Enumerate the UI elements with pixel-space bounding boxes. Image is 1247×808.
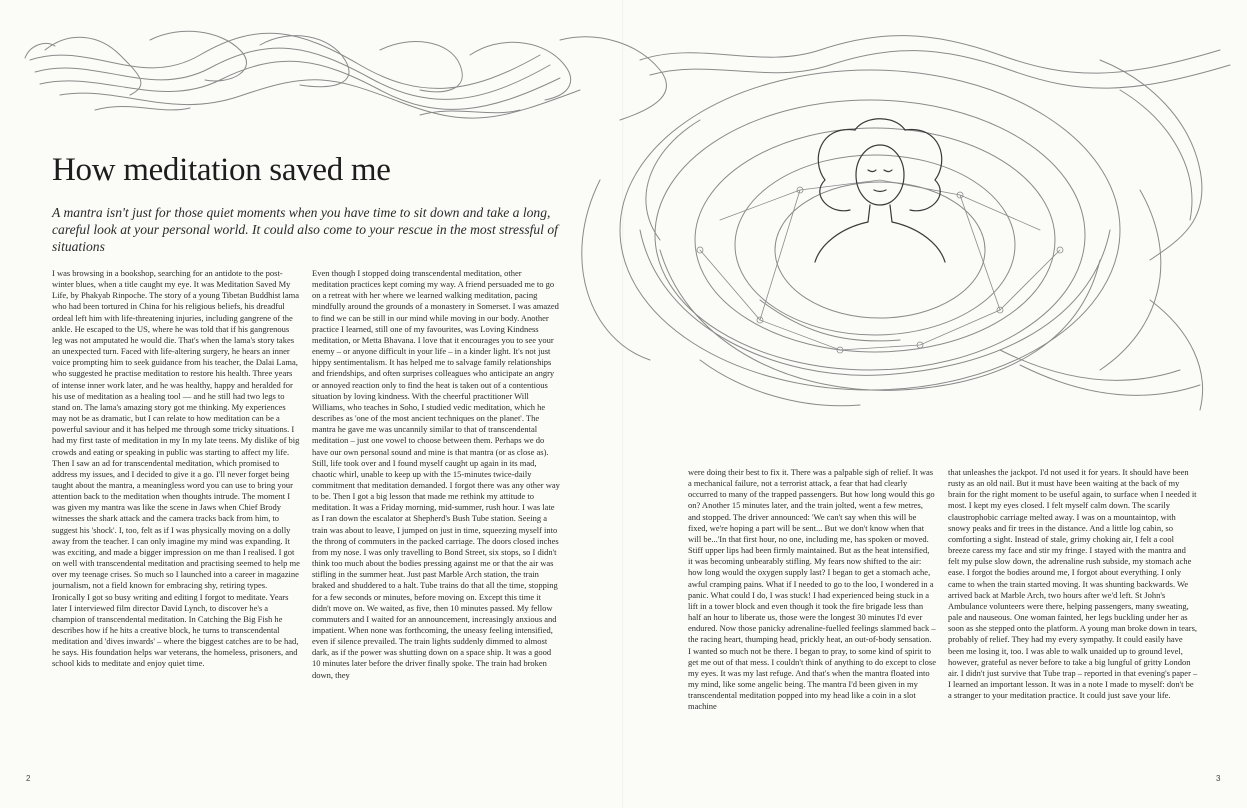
article-standfirst: A mantra isn't just for those quiet moments when you have time to sit down and take a long, careful look at your personal world. It could also come to your rescue in the most stressful of situations [52,205,558,254]
body-column-1: I was browsing in a bookshop, searching for an antidote to the post-winter blues, when a title caught my eye. It was Meditation Saved My Life, by Phakyab Rinpoche. The story of a young Tibetan Buddhist lama who had been tortured in China for his religious beliefs, his dreadful ordeal left him with life-threatening injuries, including gangrene of the ankle. He escaped to the US, where he was told that if his gangrenous leg was not amputated he would die. That's when the lama's story takes an unexpected turn. Faced with life-altering surgery, he hears an inner voice prompting him to seek guidance from his teacher, the Dalai Lama, who suggested he practise meditation to restore his health. Three years of intense inner work later, and he was healthy, happy and heralded for his use of meditation as a healing tool — and he still had two legs to stand on. The lama's amazing story got me thinking. My experiences may not be as dramatic, but I can relate to how meditation can be a powerful saviour and it has helped me through some tricky situations. I had my first taste of meditation in my In my late teens. My dislike of big crowds and eating or speaking in public was starting to affect my life. Then I saw an ad for transcendental meditation, which promised to address my issues, and I decided to give it a go. I'll never forget being taught about the mantra, a meaningless word you can use to bring your attention back to the meditation when thoughts intrude. The moment I was given my mantra was like the scene in Jaws when Chief Brody witnesses the shark attack and the camera tracks back from him, to suggest his 'shock'. I, too, felt as if I was physically moving on a dolly away from the teacher. I can only imagine my mind was expanding. It was exciting, and made a bigger impression on me than I realised. I got on well with transcendental meditation and practising seemed to help me over my teenage crises. So much so I launched into a career in magazine journalism, not a field known for embracing shy, retiring types. Ironically I got so busy writing and editing I forgot to meditate. Years later I interviewed film director David Lynch, to discover he's a champion of transcendental meditation. In Catching the Big Fish he describes how if he hits a creative block, he turns to transcendental meditation and 'dives inwards' – where the biggest catches are to be had, he says. His foundation helps war veterans, the homeless, prisoners, and school kids to meditate and enjoy quiet time. [52,268,300,669]
spine-gutter [622,0,624,808]
article-title: How meditation saved me [52,152,391,188]
page-number-left: 2 [26,774,31,783]
network-lines [697,180,1063,353]
page-number-right: 3 [1216,774,1221,783]
concentric-rings [582,70,1161,390]
body-column-2: Even though I stopped doing transcendental meditation, other meditation practices kept coming my way. A friend persuaded me to go on a retreat with her where we learned walking meditation, pacing mindfully around the grounds of a monastery in Somerset. I was amazed to find we can be still in our mind while moving in our body. Another practice I learned, still one of my favourites, was Loving Kindness meditation, or Metta Bhavana. I love that it encourages you to see your enemy – or anyone difficult in your life – in a kinder light. It's not just hippy sentimentalism. It has helped me to salvage family relationships and friendships, and often surprises colleagues who anticipate an angry or annoyed reaction only to find the heat is taken out of a contentious situation by loving kindness. With the cheerful practitioner Will Williams, who teaches in Soho, I studied vedic meditation, which he describes as 'one of the most ancient techniques on the planet'. The mantra he gave me was uncannily similar to that of transcendental meditation – just one vowel to choose between them. Perhaps we do have our own personal sound and mine is that mantra (or as close as). Still, life took over and I found myself caught up again in its mad, chaotic whirl, unable to keep up with the 15-minutes twice-daily commitment that meditation demanded. I forgot there was any other way to be. Then I got a big lesson that made me rethink my attitude to meditation. It was a Friday morning, mid-summer, rush hour. I was late as I ran down the escalator at Shepherd's Bush Tube station. Seeing a train was about to leave, I jumped on just in time, squeezing myself into the throng of commuters in the packed carriage. The doors closed inches from my nose. I was only travelling to Bond Street, six stops, so I didn't think too much about the bodies pressing against me or that the air was stifling in the summer heat. Just past Marble Arch station, the train braked and shuddered to a halt. Tube trains do that all the time, stopping for a few seconds or minutes, before moving on. Except this time it didn't move on. We waited, as five, then 10 minutes passed. My fellow commuters and I waited for an announcement, increasingly anxious and impatient. When none was forthcoming, the uneasy feeling intensified, even if silence prevailed. The train lights suddenly dimmed to almost dark, as if the power was shutting down on a space ship. It was a good 10 minutes later before the driver finally spoke. The train had broken down, they [312,268,560,680]
swirl-strokes-left [25,31,666,120]
meditating-woman-figure [815,119,945,262]
body-column-3: were doing their best to fix it. There was a palpable sigh of relief. It was a mechanical failure, not a terrorist attack, a fear that had clearly occurred to many of the trapped passengers. But how long would this go on? Another 15 minutes later, and the train jolted, went a few metres, and stopped. The driver announced: 'We can't say when this will be fixed, we're hoping a part will be sent... But we don't know when that will be...'In that first hour, no one, including me, has spoken or moved. Stiff upper lips had been firmly maintained. But as the heat intensified, it was becoming unbearably stifling. My fears now shifted to the air: how long would the oxygen supply last? I began to get a stomach ache, awful cramping pains. What if I needed to go to the loo, I wondered in a panic. What could I do, I was stuck! I had experienced being stuck in a lift in a tower block and even though it took the fire brigade less than half an hour to liberate us, those were the longest 30 minutes I'd ever endured. Now those panicky adrenaline-fuelled feelings slammed back – the racing heart, thumping head, prickly heat, an out-of-body sensation. I wanted so much not be there. I began to pray, to some kind of spirit to get me out of that mess. I couldn't think of anything to do except to close my eyes. It was my last refuge. And that's when the mantra floated into my mind, like some angelic being. The mantra I'd been given in my transcendental meditation popped into my head like a coin in a slot machine [688,467,936,712]
swirl-strokes-right [640,36,1230,410]
body-column-4: that unleashes the jackpot. I'd not used it for years. It should have been rusty as an old nail. But it must have been waiting at the back of my brain for the right moment to be useful again, to surface when I needed it most. I kept my eyes closed. I felt myself calm down. The scarily claustrophobic carriage melted away. I was on a mountaintop, with snowy peaks and fir trees in the distance. And a little log cabin, so comforting a sight. Instead of stale, grimy choking air, I felt a cool breeze caress my face and stir my fringe. I stayed with the mantra and felt my pulse slow down, the adrenaline rush subside, my stomach ache ease. I forgot the bodies around me, I forgot about everything. I only came to when the train started moving. It was shunting backwards. We arrived back at Marble Arch, two hours after we'd left. St John's Ambulance volunteers were there, helping passengers, many sweating, pale and nauseous. One woman fainted, her legs buckling under her as soon as she stepped onto the platform. A young man broke down in tears, probably of relief. They had my every sympathy. It could easily have been me losing it, too. I was able to walk unaided up to ground level, however, grateful as never before to take a big lungful of gritty London air. I didn't just survive that Tube trap – reported in that evening's paper – I learned an important lesson. It was in a note I made to myself: don't be a stranger to your meditation practice. It could just save your life. [948,467,1198,701]
